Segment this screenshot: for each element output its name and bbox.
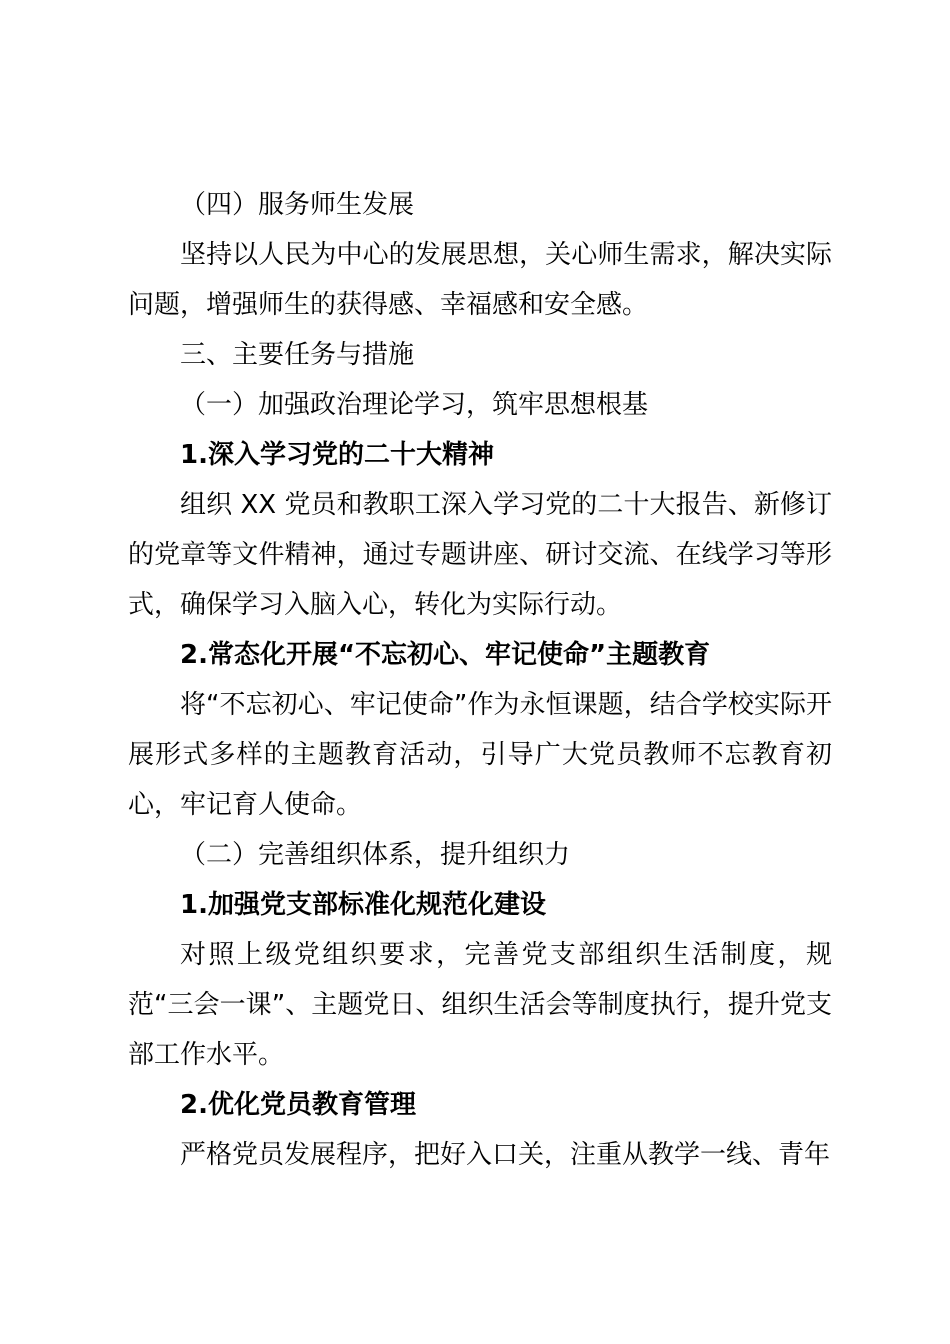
document-body [128, 180, 832, 1180]
item-2-1-paragraph: 对照上级党组织要求，完善党支部组织生活制度，规范“三会一课”、主题党日、组织生活会等制度执行，提升党支部工作水平。 [128, 940, 832, 1070]
item-1-1-heading: 1.深入学习党的二十大精神 [180, 440, 494, 470]
item-2-2-heading: 2.优化党员教育管理 [180, 1090, 416, 1120]
subsection-one-heading: （一）加强政治理论学习，筑牢思想根基 [180, 390, 649, 420]
subsection-two-heading: （二）完善组织体系，提升组织力 [180, 840, 571, 870]
section-four-heading: （四）服务师生发展 [180, 190, 415, 220]
item-1-2-heading: 2.常态化开展“不忘初心、牢记使命”主题教育 [180, 640, 711, 670]
section-four-paragraph: 坚持以人民为中心的发展思想，关心师生需求，解决实际问题，增强师生的获得感、幸福感和安全感。 [128, 240, 832, 320]
part-three-heading: 三、主要任务与措施 [180, 340, 415, 370]
item-2-2-paragraph: 严格党员发展程序，把好入口关，注重从教学一线、青年 [180, 1140, 831, 1170]
item-1-2-paragraph: 将“不忘初心、牢记使命”作为永恒课题，结合学校实际开展形式多样的主题教育活动，引导广大党员教师不忘教育初心，牢记育人使命。 [128, 690, 832, 820]
item-1-1-paragraph: 组织 XX 党员和教职工深入学习党的二十大报告、新修订的党章等文件精神，通过专题讲座、研讨交流、在线学习等形式，确保学习入脑入心，转化为实际行动。 [128, 490, 832, 620]
item-2-1-heading: 1.加强党支部标准化规范化建设 [180, 890, 546, 920]
